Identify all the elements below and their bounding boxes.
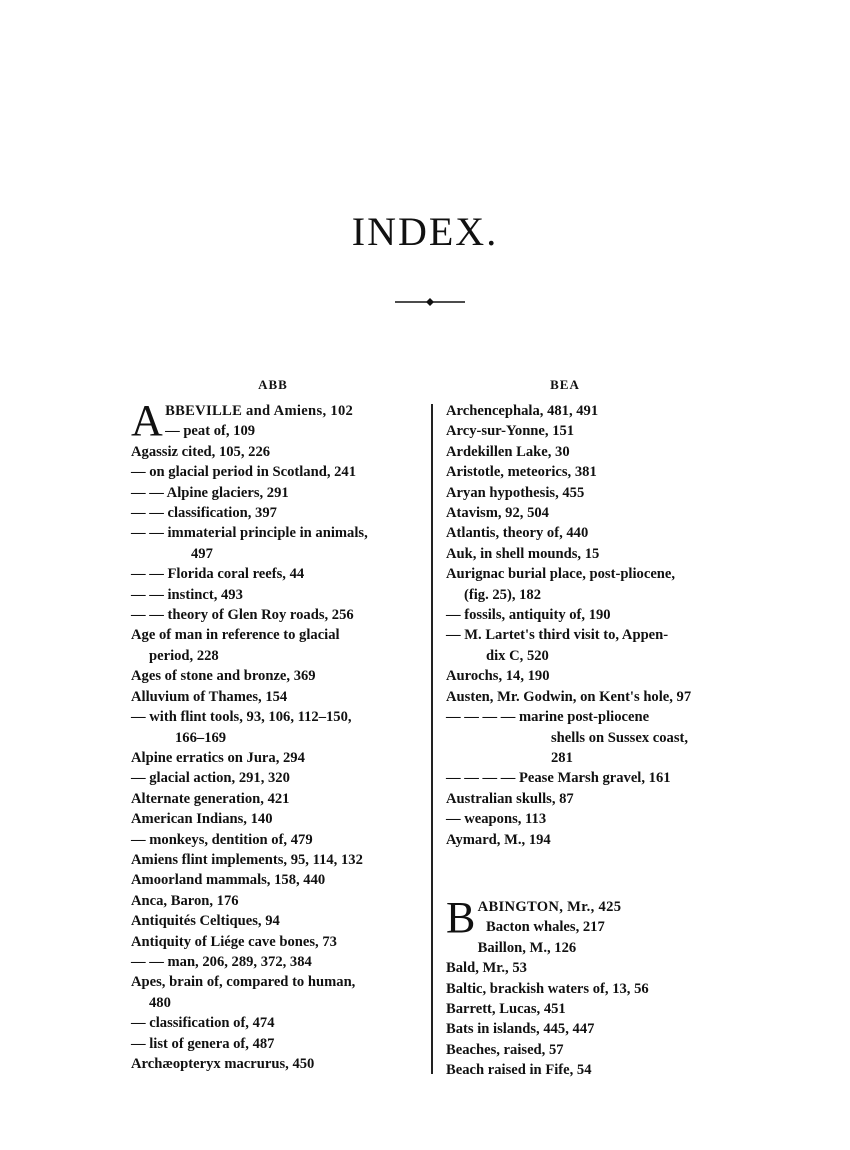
index-entry: — on glacial period in Scotland, 241 <box>131 464 357 481</box>
index-entry: Anca, Baron, 176 <box>131 892 239 909</box>
index-entry-continuation: dix C, 520 <box>486 647 549 664</box>
index-entry: Baltic, brackish waters of, 13, 56 <box>446 980 649 997</box>
index-entry: Bald, Mr., 53 <box>446 960 527 977</box>
index-entry: — — Florida coral reefs, 44 <box>131 566 305 583</box>
index-entry: Archæopteryx macrurus, 450 <box>131 1056 315 1072</box>
index-entry: Aurignac burial place, post-pliocene, <box>446 566 676 583</box>
index-entry: Bats in islands, 445, 447 <box>446 1021 595 1038</box>
index-entry-continuation: (fig. 25), 182 <box>464 586 542 603</box>
index-entry: Alluvium of Thames, 154 <box>131 688 288 705</box>
index-entry: — — immaterial principle in animals, <box>131 525 368 542</box>
index-entry-continuation: shells on Sussex coast, <box>551 729 689 746</box>
index-entry: — list of genera of, 487 <box>131 1035 275 1052</box>
index-entry: — glacial action, 291, 320 <box>131 770 290 787</box>
index-entry: American Indians, 140 <box>131 811 273 828</box>
left-column <box>131 396 421 1074</box>
index-entry: Bacton whales, 217 <box>486 919 605 936</box>
index-entry: Aryan hypothesis, 455 <box>446 484 585 501</box>
index-entry: — M. Lartet's third visit to, Appen- <box>446 627 669 644</box>
index-entry: — weapons, 113 <box>446 811 547 828</box>
index-entry: — — man, 206, 289, 372, 384 <box>131 953 312 970</box>
ornament-rule <box>395 296 465 308</box>
index-entry: Aymard, M., 194 <box>446 831 551 848</box>
index-entry: Agassiz cited, 105, 226 <box>131 443 271 460</box>
column-divider <box>431 404 433 1074</box>
index-entry: Amoorland mammals, 158, 440 <box>131 872 326 889</box>
right-column <box>446 401 731 1081</box>
index-entry: — — Alpine glaciers, 291 <box>131 484 289 501</box>
index-entry: Apes, brain of, compared to human, <box>131 974 356 991</box>
right-column-head: BEA <box>550 377 580 392</box>
index-entry-text: BBEVILLE and Amiens, 102 <box>165 403 354 419</box>
index-entry: Australian skulls, 87 <box>446 790 574 807</box>
index-entry: Beaches, raised, 57 <box>446 1041 564 1058</box>
index-entry: — — instinct, 493 <box>131 586 243 603</box>
index-entry-continuation: 166–169 <box>175 729 227 746</box>
index-entry: Aristotle, meteorics, 381 <box>446 464 597 481</box>
index-entry: Beach raised in Fife, 54 <box>446 1062 592 1079</box>
index-entry-continuation: period, 228 <box>149 647 219 664</box>
index-entry: Age of man in reference to glacial <box>131 627 340 644</box>
index-entry: Alpine erratics on Jura, 294 <box>131 749 305 766</box>
index-entry: Ages of stone and bronze, 369 <box>131 668 316 685</box>
index-entry: Austen, Mr. Godwin, on Kent's hole, 97 <box>446 688 692 705</box>
index-entry: — monkeys, dentition of, 479 <box>131 831 313 848</box>
index-entry: — classification of, 474 <box>131 1015 275 1032</box>
index-entry-continuation: 281 <box>551 749 573 766</box>
drop-cap: A <box>131 396 164 445</box>
index-entry: — peat of, 109 <box>165 423 256 440</box>
index-entry: — with flint tools, 93, 106, 112–150, <box>131 709 352 726</box>
index-entry: Baillon, M., 126 <box>477 939 577 956</box>
index-entry: Aurochs, 14, 190 <box>446 668 550 685</box>
index-entry-continuation: 497 <box>191 545 213 562</box>
index-entry: — — — — marine post-pliocene <box>446 709 650 726</box>
index-entry: Auk, in shell mounds, 15 <box>446 545 600 562</box>
index-entry: Archencephala, 481, 491 <box>446 403 599 419</box>
left-column-head: ABB <box>258 377 288 392</box>
index-entry: Antiquity of Liége cave bones, 73 <box>131 933 337 950</box>
index-entry: — — — — Pease Marsh gravel, 161 <box>446 770 671 787</box>
index-entry: Amiens flint implements, 95, 114, 132 <box>131 851 363 868</box>
index-entry: Arcy-sur-Yonne, 151 <box>446 423 575 440</box>
index-entry: — — theory of Glen Roy roads, 256 <box>131 607 354 624</box>
index-entry: Alternate generation, 421 <box>131 790 290 807</box>
index-entry: Barrett, Lucas, 451 <box>446 1000 566 1017</box>
index-entry: — fossils, antiquity of, 190 <box>446 607 611 624</box>
index-entry-text: ABINGTON, Mr., 425 <box>477 898 622 915</box>
index-entry: Atlantis, theory of, 440 <box>446 525 589 542</box>
section-gap <box>446 850 731 897</box>
page-title: INDEX. <box>351 209 499 254</box>
index-entry: Antiquités Celtiques, 94 <box>131 913 280 930</box>
index-entry-continuation: 480 <box>149 994 171 1011</box>
index-entry: Ardekillen Lake, 30 <box>446 443 570 460</box>
index-entry: — — classification, 397 <box>131 505 277 522</box>
drop-cap: B <box>446 892 476 942</box>
index-entry: Atavism, 92, 504 <box>446 505 549 522</box>
